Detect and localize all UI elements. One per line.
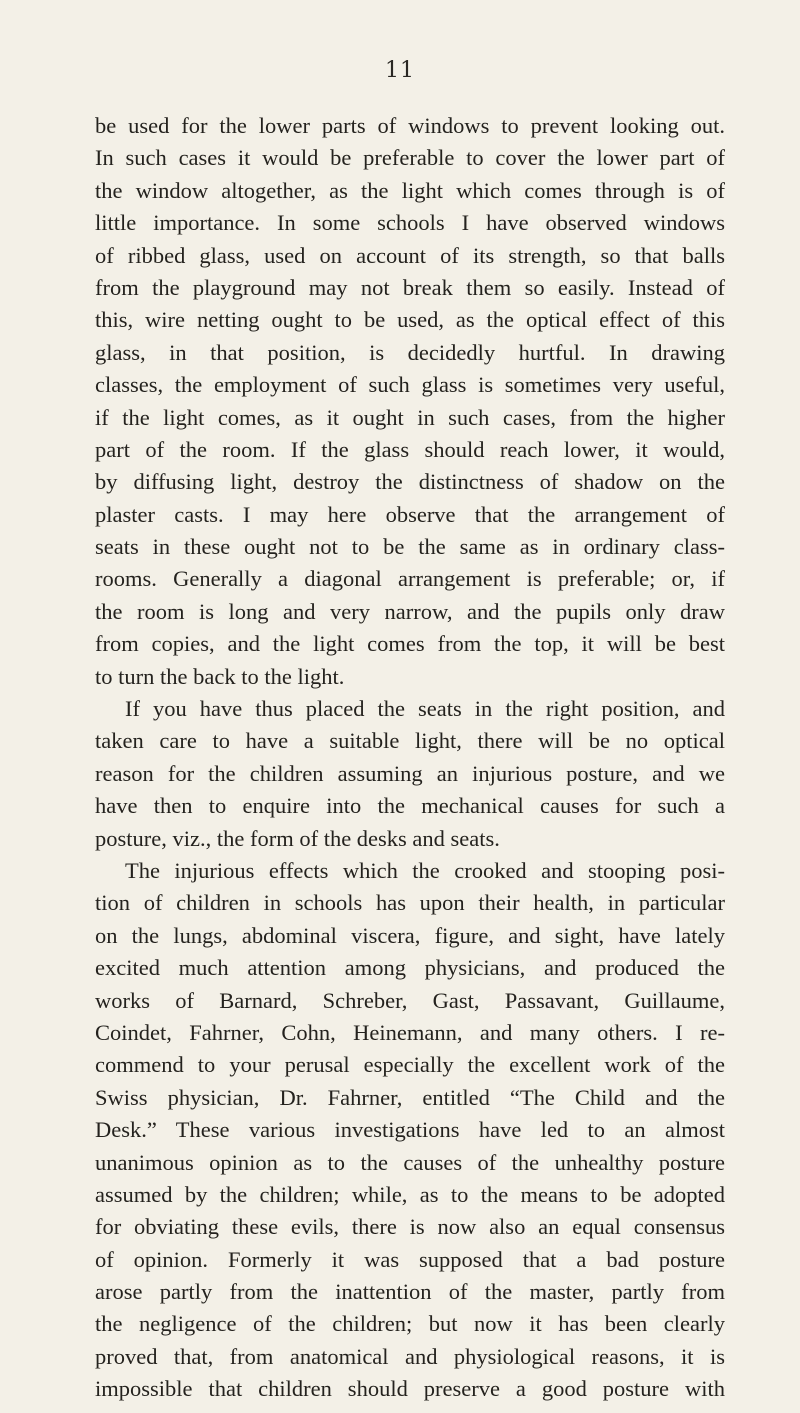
text-line: posture, viz., the form of the desks and seats. [95, 825, 500, 851]
text-line: seats in these ought not to be the same as in ordinary class- [95, 534, 725, 560]
text-line: to turn the back to the light. [95, 663, 345, 689]
text-line: little importance. In some schools I have observed windows [95, 210, 725, 236]
text-line: commend to your perusal especially the excellent work of the [95, 1052, 725, 1078]
text-line: reason for the children assuming an injurious posture, and we [95, 760, 725, 786]
text-line: if the light comes, as it ought in such cases, from the higher [95, 404, 725, 430]
text-line: the negligence of the children; but now it has been clearly [95, 1311, 725, 1337]
text-line: glass, in that position, is decidedly hurtful. In drawing [95, 339, 725, 365]
text-line: taken care to have a suitable light, there will be no optical [95, 728, 725, 754]
text-line: of opinion. Formerly it was supposed that a bad posture [95, 1246, 725, 1272]
text-line: rooms. Generally a diagonal arrangement is preferable; or, if [95, 566, 725, 592]
text-line: excited much attention among physicians, and produced the [95, 955, 725, 981]
body-text [95, 110, 725, 1406]
text-line: impossible that children should preserve a good posture with [95, 1376, 725, 1402]
page-number: 11 [385, 58, 415, 83]
text-line: be used for the lower parts of windows to prevent looking out. [95, 113, 725, 138]
text-line: In such cases it would be preferable to cover the lower part of [95, 145, 725, 171]
text-line: works of Barnard, Schreber, Gast, Passavant, Guillaume, [95, 987, 725, 1013]
text-line: on the lungs, abdominal viscera, figure, and sight, have lately [95, 922, 725, 948]
text-line: of ribbed glass, used on account of its strength, so that balls [95, 242, 725, 268]
text-line: assumed by the children; while, as to the means to be adopted [95, 1181, 725, 1207]
text-line: Coindet, Fahrner, Cohn, Heinemann, and many others. I re- [95, 1019, 725, 1045]
text-line: the window altogether, as the light which comes through is of [95, 177, 725, 203]
text-line: by diffusing light, destroy the distinctness of shadow on the [95, 469, 725, 495]
text-line: the room is long and very narrow, and the pupils only draw [95, 598, 725, 624]
text-line: from the playground may not break them so easily. Instead of [95, 274, 725, 300]
text-line: Swiss physician, Dr. Fahrner, entitled “The Child and the [95, 1084, 725, 1110]
text-line: The injurious effects which the crooked and stooping posi- [125, 857, 725, 883]
text-line: have then to enquire into the mechanical causes for such a [95, 793, 725, 819]
text-line: Desk.” These various investigations have led to an almost [95, 1117, 725, 1143]
text-line: this, wire netting ought to be used, as the optical effect of this [95, 307, 725, 333]
text-line: plaster casts. I may here observe that the arrangement of [95, 501, 725, 527]
text-line: arose partly from the inattention of the master, partly from [95, 1279, 725, 1305]
text-line: classes, the employment of such glass is sometimes very useful, [95, 372, 725, 398]
text-line: If you have thus placed the seats in the right position, and [125, 696, 725, 722]
text-line: for obviating these evils, there is now also an equal consensus [95, 1214, 725, 1240]
text-line: unanimous opinion as to the causes of the unhealthy posture [95, 1149, 725, 1175]
text-line: proved that, from anatomical and physiological reasons, it is [95, 1343, 725, 1369]
text-line: from copies, and the light comes from the top, it will be best [95, 631, 725, 657]
text-line: tion of children in schools has upon their health, in particular [95, 890, 725, 916]
text-line: part of the room. If the glass should reach lower, it would, [95, 436, 725, 462]
